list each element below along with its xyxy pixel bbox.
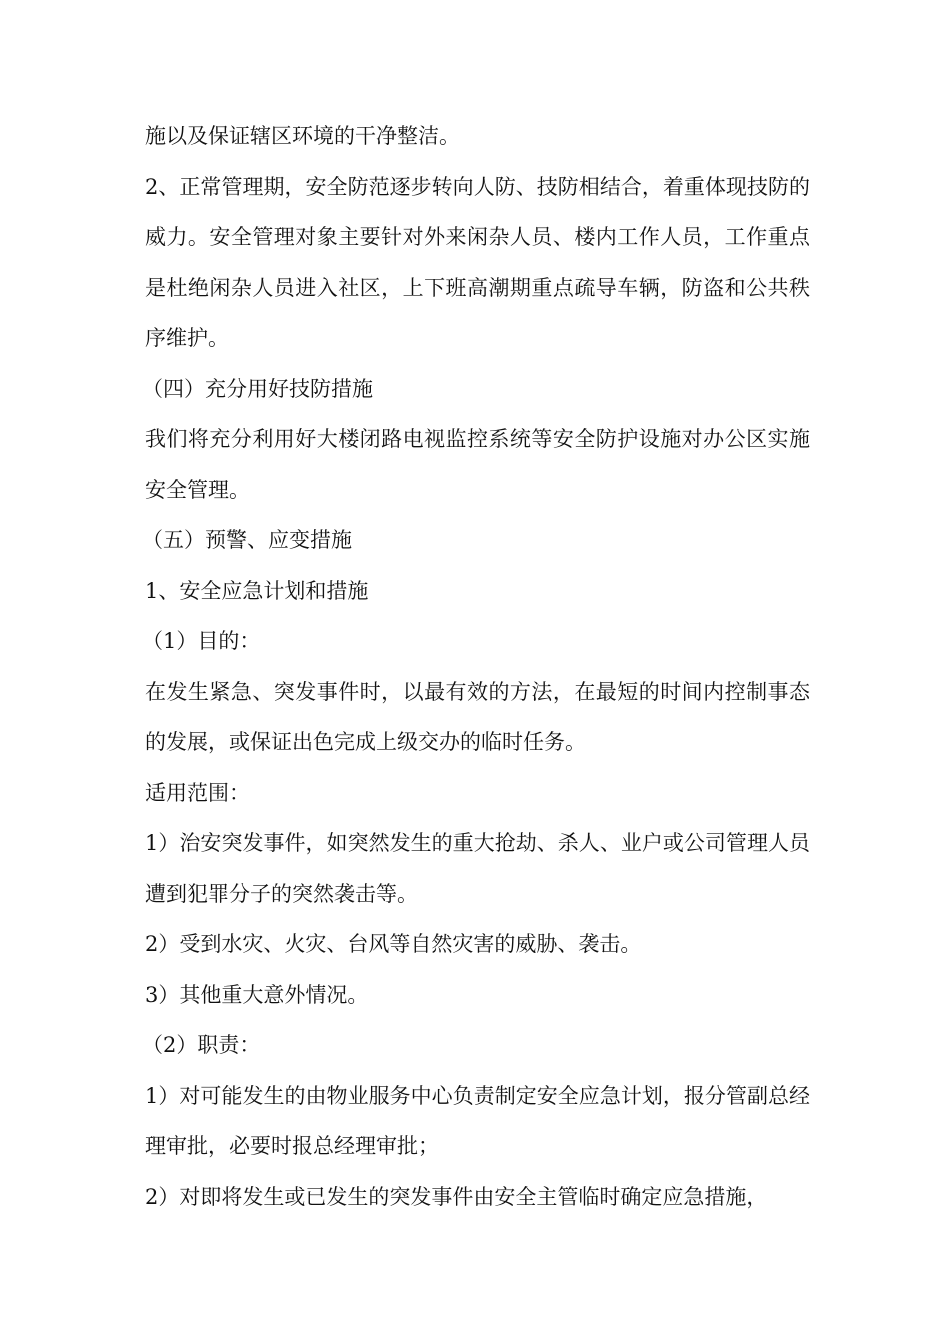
list-item-scope-1: 1）治安突发事件，如突然发生的重大抢劫、杀人、业户或公司管理人员遭到犯罪分子的突然袭击等。: [145, 831, 810, 906]
subheading-purpose: （1）目的：: [142, 629, 261, 653]
paragraph-cctv: 我们将充分利用好大楼闭路电视监控系统等安全防护设施对办公区实施安全管理。: [145, 427, 810, 502]
list-item-duty-2: 2）对即将发生或已发生的突发事件由安全主管临时确定应急措施，: [145, 1184, 768, 1209]
list-item-scope-3: 3）其他重大意外情况。: [145, 982, 369, 1007]
subheading-duties: （2）职责：: [142, 1033, 261, 1057]
label-scope: 适用范围：: [145, 780, 250, 805]
list-item-scope-2: 2）受到水灾、火灾、台风等自然灾害的威胁、袭击。: [145, 932, 642, 956]
document-body: [142, 111, 810, 1222]
paragraph-continuation: 施以及保证辖区环境的干净整洁。: [145, 124, 460, 148]
subheading-emergency-plan: 1、安全应急计划和措施: [145, 578, 369, 603]
paragraph-purpose: 在发生紧急、突发事件时，以最有效的方法，在最短的时间内控制事态的发展，或保证出色完成上级交办的临时任务。: [145, 679, 810, 754]
list-item-duty-1: 1）对可能发生的由物业服务中心负责制定安全应急计划，报分管副总经理审批，必要时报总经理审批；: [145, 1083, 810, 1158]
section-heading-tech-defense: （四）充分用好技防措施: [142, 376, 373, 401]
section-heading-warning: （五）预警、应变措施: [142, 528, 352, 552]
paragraph-normal-management: 2、正常管理期，安全防范逐步转向人防、技防相结合，着重体现技防的威力。安全管理对象主要针对外来闲杂人员、楼内工作人员，工作重点是杜绝闲杂人员进入社区，上下班高潮期重点疏导车辆，防盗和公共秩序维护。: [145, 174, 810, 350]
